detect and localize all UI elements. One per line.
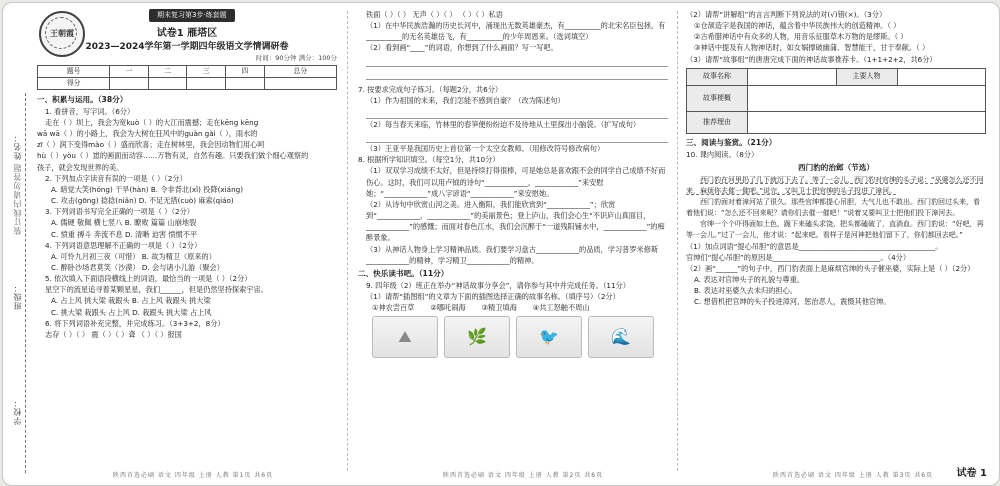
answer-line[interactable] [366,55,668,67]
question-line: 孩子，就会发现世界的美。 [37,162,124,172]
score-cell: 三 [187,66,226,78]
page-footer: 陕西首选必刷 语文 四年级 上册 人教 第1页 共6页 [113,472,274,479]
option-line: C. 愤重 搏斗 奔流不息 D. 清晰 迫害 愤惯不平 [51,229,198,239]
score-cell: 二 [148,66,187,78]
card-label: 主要人物 [836,68,897,85]
score-cell: 一 [110,66,149,78]
question-text: （3）王亚平是我国历史上首位第一个太空女教师。（用修改符号修改病句） [366,144,605,154]
judgement-item: ②古希腊神话中有众多的人物，用音乐征服草木万物的是缪斯。（ ） [694,32,908,42]
question: 8. 根据所学知识填空。（每空1分，共10分） [358,155,500,165]
binding-warning: 装订线内请勿答题 [13,163,22,235]
card-field[interactable] [748,68,837,85]
illustration-image: 🌿 [444,316,510,358]
question-text: （1）在中华民族浩瀚的历史长河中，涌现出无数英雄豪杰，有__________的北宋名臣包拯，有__________的无名英雄岳飞，有__________的少年周恩来。（选词填空） [366,21,666,42]
question: 9. 四年级（2）班正在举办“神话故事分享会”，请你参与其中并完成任务。（11分） [366,280,630,290]
option-line: C. 醉卧沙场君莫笑（沙漠） D. 会与诸小儿游（聚会） [51,263,224,273]
card-label: 故事名称 [687,68,748,85]
question-text: 星空下的流星追寻着某颗星星，我们______，但是仍然坚持探索宇宙。 [45,285,268,295]
paper-number: 试卷 1 [956,468,987,479]
question-text: （1）双双学习成绩不太好，但是持续打得很棒，可是她总是喜欢跟不会的同学自己成绩不好而伤心。这时，我们可以用卢钺的诗句“____________，____________”来安慰她；“____________”成八字谚语“____________”来安慰她。 [366,166,666,198]
score-cell[interactable] [187,78,226,90]
score-cell[interactable] [264,78,336,90]
answer-line[interactable] [366,107,668,119]
score-cell: 总分 [264,66,336,78]
question: （2）请帮“讲解组”的言言判断下列说法的对(√)错(×)。（3分） [686,10,887,19]
judgement-item: ③神话中提及有人物神话时，如女娲撑破幽蒲、智慧能干，甘于奉献。（ ） [694,43,930,53]
score-cell[interactable] [110,78,149,90]
recommendation-card [686,68,986,134]
page-footer: 陕西首选必刷 语文 四年级 上册 人教 第2页 共6页 [443,472,604,479]
score-cell[interactable] [148,78,187,90]
score-cell: 四 [226,66,265,78]
question-text: （3）从神话人物身上学习精神品质。我们要学习盘古____________的品质，学习普罗米修斯____________的精神，学习精卫____________的精神。 [366,244,659,265]
score-cell[interactable] [226,78,265,90]
passage-paragraph: 西门豹在河里扔了几下就沉下去了。等了一会儿，西门豹对官绅的头子说：“巫婆怎么还不回来，麻烦你去催一催吧。”说完，又叫卫士把官绅的头子投进了漳河。 [686,176,984,196]
column-1 [37,9,337,340]
paper-title: 试卷1 雁塔区 [156,27,218,39]
question-text: （2）每当春天来临，竹林里的春笋便纷纷迫不及待地从土里探出小脑袋。（扩写成句） [366,119,641,129]
card-field[interactable] [748,111,986,133]
question: （3）请帮“故事组”的唐唐完成下面的神话故事推荐卡。（1+1+2+2，共6分） [686,54,937,64]
question-text: （1）请帮“插图组”的文章为下面的插图选择正确的故事名称。（填序号）（2分） [366,291,620,301]
column-2 [358,9,668,358]
question: 5. 依次填入下面语段横线上的词语，最恰当的一项是（ ）（2分） [45,274,252,284]
story-option: ④共工怒触不周山 [532,302,590,312]
question-text: （2）画“______”的句子中，西门豹表面上是麻烦官绅的头子催巫婆，实际上是（ ）（2分） [686,263,975,273]
page-footer: 陕西首选必刷 语文 四年级 上册 人教 第3页 共6页 [773,472,934,479]
score-table [37,65,337,90]
question-text: （2）看到画“____”的词语，你想到了什么画面？写一写吧。 [366,43,558,53]
question-line: wā wā（ ）的小路上，我会为大树在狂风中的guàn gài（ ），雨水的 [37,129,258,139]
passage-paragraph: 西门豹面对着漳河站了很久。那些官绅都提心吊胆，大气儿也不敢出。西门豹回过头来，看着他们说：“怎么还不回来呢？请你们去催一催吧！”说着又要叫卫士把他们投下漳河去。 [686,198,980,217]
card-field[interactable] [897,68,986,85]
illustration-image: 🌊 [588,316,654,358]
option-line: A. 儒硬 敬佩 横七竖八 B. 瞭败 篇篇 山崩地裂 [51,218,197,228]
answer-line[interactable] [366,68,668,80]
question-line: 志存（ ）（ ） 震（ ）（ ）聋 （ ）（ ）报国 [45,329,182,339]
question: 10. 课内阅读。（8分） [686,149,759,159]
story-option: ②哪吒闹海 [430,302,466,312]
section-heading: 三、阅读与鉴赏。（21分） [686,137,777,147]
section-heading: 一、积累与运用。（38分） [37,95,128,105]
name-label: 姓名： [13,133,22,160]
binding-margin [9,93,31,473]
story-option: ①神农尝百草 [372,302,415,312]
question: 3. 下列词语书写完全正确的一项是（ ）（2分） [45,207,194,217]
judgement-item: ①仓颉造字是我国的神话，蕴含着中华民族伟大的创造精神。（ ） [694,21,901,31]
paper-subtitle: 2023—2024学年第一学期四年级语文学情调研卷 [85,42,289,53]
passage-paragraph: 官绅一个个吓得面如土色，跪下来磕头求饶，把头都磕破了，直淌血。西门豹说：“好吧，再等一会儿。”过了一会儿，他才说：“起来吧。看样子是河神把他们留下了，你们都回去吧。” [686,219,984,239]
score-cell: 得分 [38,78,110,90]
column-divider [347,11,348,471]
column-3 [686,9,986,307]
question: 1. 看拼音，写字词。（6分） [45,106,135,116]
binding-line [25,93,26,473]
question-text: 官绅们“提心吊胆”的原因是______________________________。（4分） [686,252,911,262]
exam-sheet [2,2,1000,486]
option-line: A. 暗觉大笑(hóng) 干旱(hàn) B. 令非背北(xǐ) 投降(xiáng) [51,184,244,194]
publisher-logo: 王朝霞 [39,11,85,57]
question-line: hù（ ）yòu（ ）崽的画面而动容……万物有灵，自然有趣。只要我们做个细心观察的 [37,151,309,161]
story-option: ③精卫填海 [481,302,517,312]
passage-title: 西门豹的治邺（节选） [798,162,874,172]
option-line: C. 挑大梁 栽跟头 占上风 D. 栽跟头 挑大梁 占上风 [51,307,212,317]
time-score-info: 时间：90分钟 满分：100分 [255,54,337,62]
option-line: A. 表达对官绅头子的礼貌与尊重。 [694,275,804,284]
column-divider [677,11,678,471]
question-line: zī（ ）润下变得mào（ ）盛而欣喜；走在树林里，我会因动物们用心呵 [37,140,265,150]
question-line: 铁面（ ）（ ） 无声（ ）（ ） （ ）（ ）私语 [366,10,503,19]
option-line: A. 占上风 挑大梁 栽跟头 B. 占上风 栽跟头 挑大梁 [51,296,211,306]
card-label: 推荐理由 [687,111,748,133]
school-label: 学校： [13,398,22,425]
score-cell: 题号 [38,66,110,78]
section-heading: 二、快乐读书吧。（11分） [358,268,449,278]
option-line: A. 可怜九月初三夜（可惜） B. 故为精卫（原来的） [51,251,216,261]
illustration-image: ⛰ [372,316,438,358]
option-line: C. 想借机把官绅的头子投进漳河，惩治恶人，震慑其他官绅。 [694,297,891,307]
card-field[interactable] [748,85,986,111]
card-label: 故事梗概 [687,85,748,111]
question-text: （1）加点词语“提心吊胆”的意思是______________________________________。 [686,241,943,251]
option-line: C. 攻击(gōng) 捻捻(niǎn) D. 不足无措(cuò) 麻索(qiáo) [51,196,234,206]
question-text: （1）作为祖国的未来，我们怎能不感到自豪？（改为陈述句） [366,95,565,105]
answer-line[interactable] [366,131,668,143]
review-banner: 期末复习第3步·练套题 [149,9,235,22]
question-text: （2）从诗句中欣赏山河之美。进入衡阳，我们能欣赏到“____________”；欣赏到“____________，____________”的美丽景色；登上庐山，我们会心生“不识庐山真面目，____________”的感慨；而面对春色江水，我们会沉醉于“一道残阳铺水中，____________”的痴醉景象。 [366,199,665,243]
question: 6. 将下列词语补充完整，并完成练习。（3+3+2，8分） [45,318,225,328]
question: 4. 下列词语意思理解不正确的一项是（ ）（2分） [45,240,202,250]
illustration-image: 🐦 [516,316,582,358]
class-label: 班级： [13,283,22,310]
question: 2. 下列加点字读音有误的一项是（ ）（2分） [45,173,187,183]
question-line: 走在（ ）坝上，我会为宽kuò（ ）的大江而震撼；走在kēng kēng [45,117,259,127]
option-line: B. 表达对巫婆久去未归的担心。 [694,286,797,296]
question: 7. 按要求完成句子练习。（每题2分，共6分） [358,84,503,94]
